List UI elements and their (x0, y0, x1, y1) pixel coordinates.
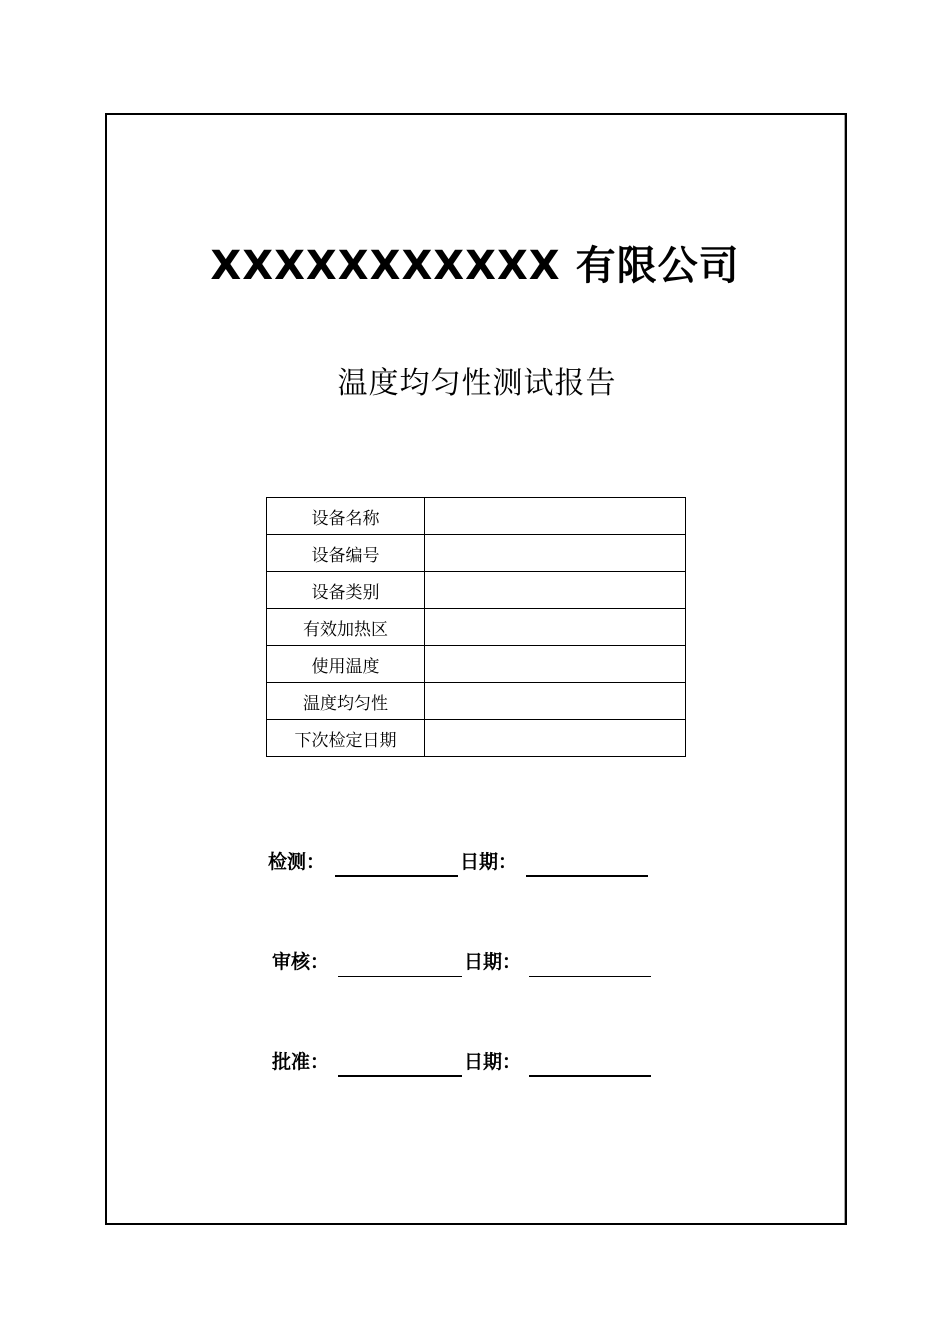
row-label: 设备编号 (267, 535, 425, 572)
table-row (267, 720, 686, 757)
test-date-label: 日期： (460, 851, 518, 873)
report-title: 温度均匀性测试报告 (337, 366, 617, 401)
row-value[interactable] (425, 646, 686, 683)
review-date-label: 日期： (464, 951, 522, 973)
row-label: 设备类别 (267, 572, 425, 609)
signature-row-review (0, 942, 950, 982)
table-row (267, 498, 686, 535)
approve-label: 批准： (272, 1051, 330, 1073)
equipment-info-table (266, 497, 686, 757)
table-row (267, 572, 686, 609)
review-label: 审核： (272, 951, 330, 973)
approve-signature-line[interactable] (338, 1075, 462, 1077)
row-label: 使用温度 (267, 646, 425, 683)
row-label: 下次检定日期 (267, 720, 425, 757)
row-label: 设备名称 (267, 498, 425, 535)
table-row (267, 535, 686, 572)
test-date-line[interactable] (526, 875, 648, 877)
row-label: 温度均匀性 (267, 683, 425, 720)
test-signature-line[interactable] (335, 875, 458, 877)
test-label: 检测： (268, 851, 326, 873)
row-value[interactable] (425, 535, 686, 572)
row-value[interactable] (425, 609, 686, 646)
row-value[interactable] (425, 498, 686, 535)
approve-date-line[interactable] (529, 1075, 651, 1077)
table-row (267, 646, 686, 683)
review-signature-line[interactable] (338, 976, 462, 977)
row-value[interactable] (425, 572, 686, 609)
approve-date-label: 日期： (464, 1051, 522, 1073)
signature-row-approve (0, 1042, 950, 1082)
table-row (267, 683, 686, 720)
row-label: 有效加热区 (267, 609, 425, 646)
row-value[interactable] (425, 683, 686, 720)
table-row (267, 609, 686, 646)
company-name: XXXXXXXXXXX 有限公司 (210, 243, 740, 289)
signature-row-test (0, 842, 950, 882)
review-date-line[interactable] (529, 976, 651, 977)
row-value[interactable] (425, 720, 686, 757)
